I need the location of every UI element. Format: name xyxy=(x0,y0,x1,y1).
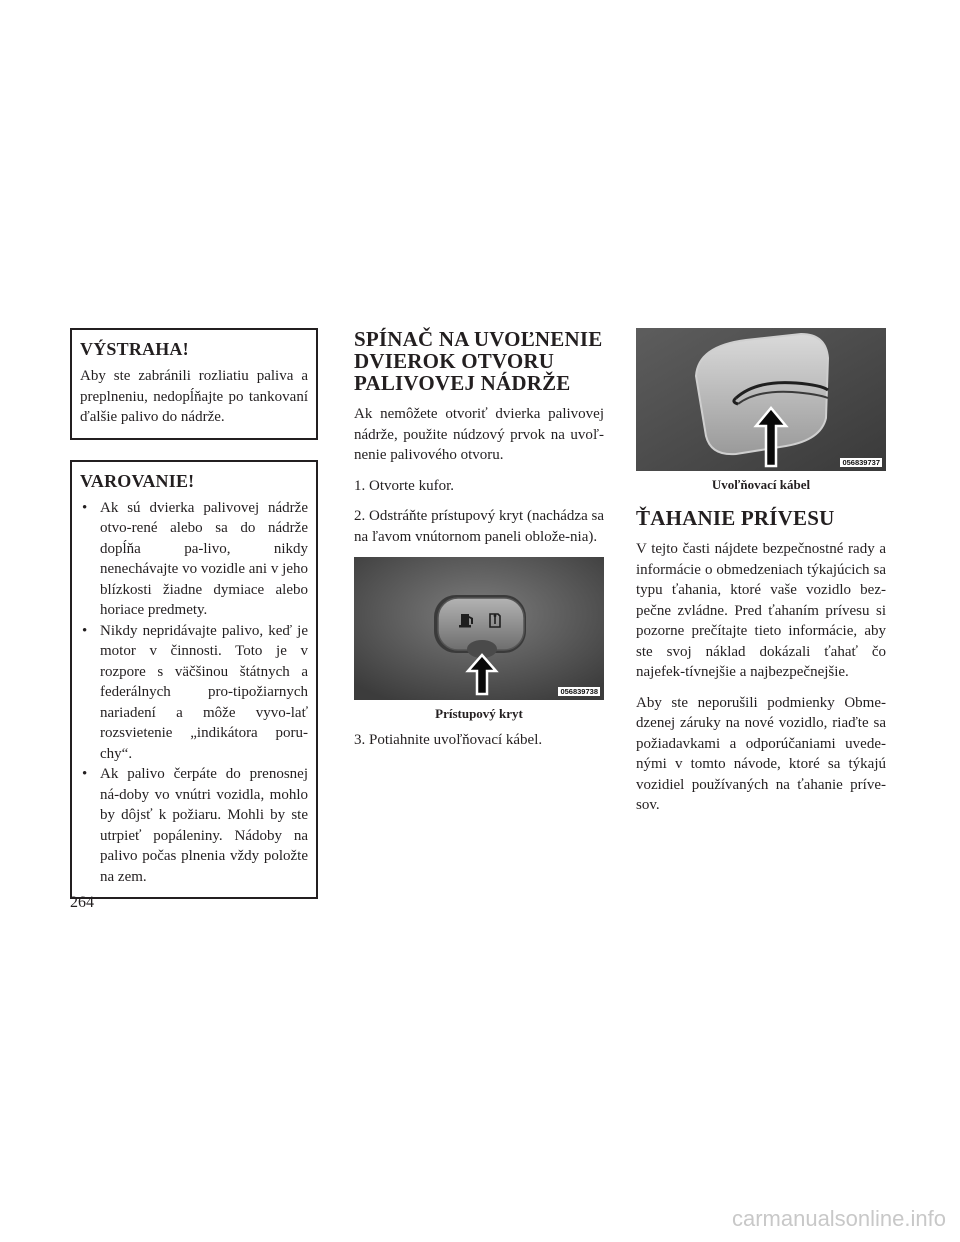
section-heading-fuel-release: SPÍNAČ NA UVOĽNENIE DVIEROK OTVORU PALIVOVEJ NÁDRŽE xyxy=(354,327,603,395)
release-cable-photo xyxy=(636,328,886,471)
bullet-icon: • xyxy=(82,766,88,782)
trailer-paragraph-2: Aby ste neporušili podmienky Obme-dzenej záruky na nové vozidlo, riaďte sa požiadavkami a odporúčaniami uvede-nými v tomto návode, ktoré sa týkajú vozidiel používaných na ťahanie príve-sov. xyxy=(636,694,886,813)
warning-text: Aby ste zabránili rozliatiu paliva a preplneniu, nedopĺňajte po tankovaní ďalšie palivo do nádrže. xyxy=(80,368,308,425)
figure-caption: Uvoľňovací kábel xyxy=(711,477,811,492)
middle-column xyxy=(354,328,604,761)
caution-box xyxy=(70,460,318,900)
warning-title: VÝSTRAHA! xyxy=(80,339,189,359)
access-cover-illustration xyxy=(354,557,604,700)
step-3: 3. Potiahnite uvoľňovací kábel. xyxy=(354,732,543,748)
left-column xyxy=(70,328,318,899)
figure-caption: Prístupový kryt xyxy=(435,706,523,721)
list-item: • Ak palivo čerpáte do prenosnej ná-doby vo vnútri vozidla, mohlo by dôjsť k požiaru. Mohli by ste utrpieť popáleniny. Nádoby na palivo počas plnenia vždy položte na zem. xyxy=(82,766,308,885)
bullet-icon: • xyxy=(82,499,88,516)
trailer-paragraph-1: V tejto časti nájdete bezpečnostné rady a informácie o obmedzeniach týkajúcich sa typu ťahania, ktoré vaše vozidlo bez-pečne zvládne. Pred ťahaním prívesu si pozorne prečítajte tieto informácie, aby ste svoj náklad dokázali ťahať čo najefek-tívnejšie a najbezpečnejšie. xyxy=(636,541,886,680)
right-column xyxy=(636,328,886,826)
figure-code: 056839738 xyxy=(560,687,598,696)
bullet-icon: • xyxy=(82,622,88,639)
figure-code: 056839737 xyxy=(842,458,880,467)
list-item: • Ak sú dvierka palivovej nádrže otvo-rené alebo sa do nádrže dopĺňa pa-livo, nikdy nenechávajte vo vozidle ani v jeho blízkosti žiadne dymiace alebo horiace predmety. xyxy=(82,499,308,618)
step-2: 2. Odstráňte prístupový kryt (nachádza sa na ľavom vnútornom paneli oblože-nia). xyxy=(354,508,604,545)
release-cable-illustration xyxy=(636,328,886,471)
access-cover-photo xyxy=(354,557,604,700)
section-heading-trailer-towing: ŤAHANIE PRÍVESU xyxy=(636,506,835,530)
step-1: 1. Otvorte kufor. xyxy=(354,477,454,494)
section-intro: Ak nemôžete otvoriť dvierka palivovej nádrže, použite núdzový prvok na uvoľ-nenie palivového otvoru. xyxy=(354,406,604,463)
list-item: • Nikdy nepridávajte palivo, keď je motor v činnosti. Toto je v rozpore s väčšinou štátnych a federálnych pro-tipožiarnych nariadení a môže vyvo-lať rozsvietenie „indikátora poru-chy“. xyxy=(82,622,308,762)
caution-title: VAROVANIE! xyxy=(80,470,195,491)
page-number: 264 xyxy=(70,894,94,911)
watermark: carmanualsonline.info xyxy=(731,1206,946,1231)
warning-box xyxy=(70,328,318,440)
caution-list xyxy=(80,498,308,888)
